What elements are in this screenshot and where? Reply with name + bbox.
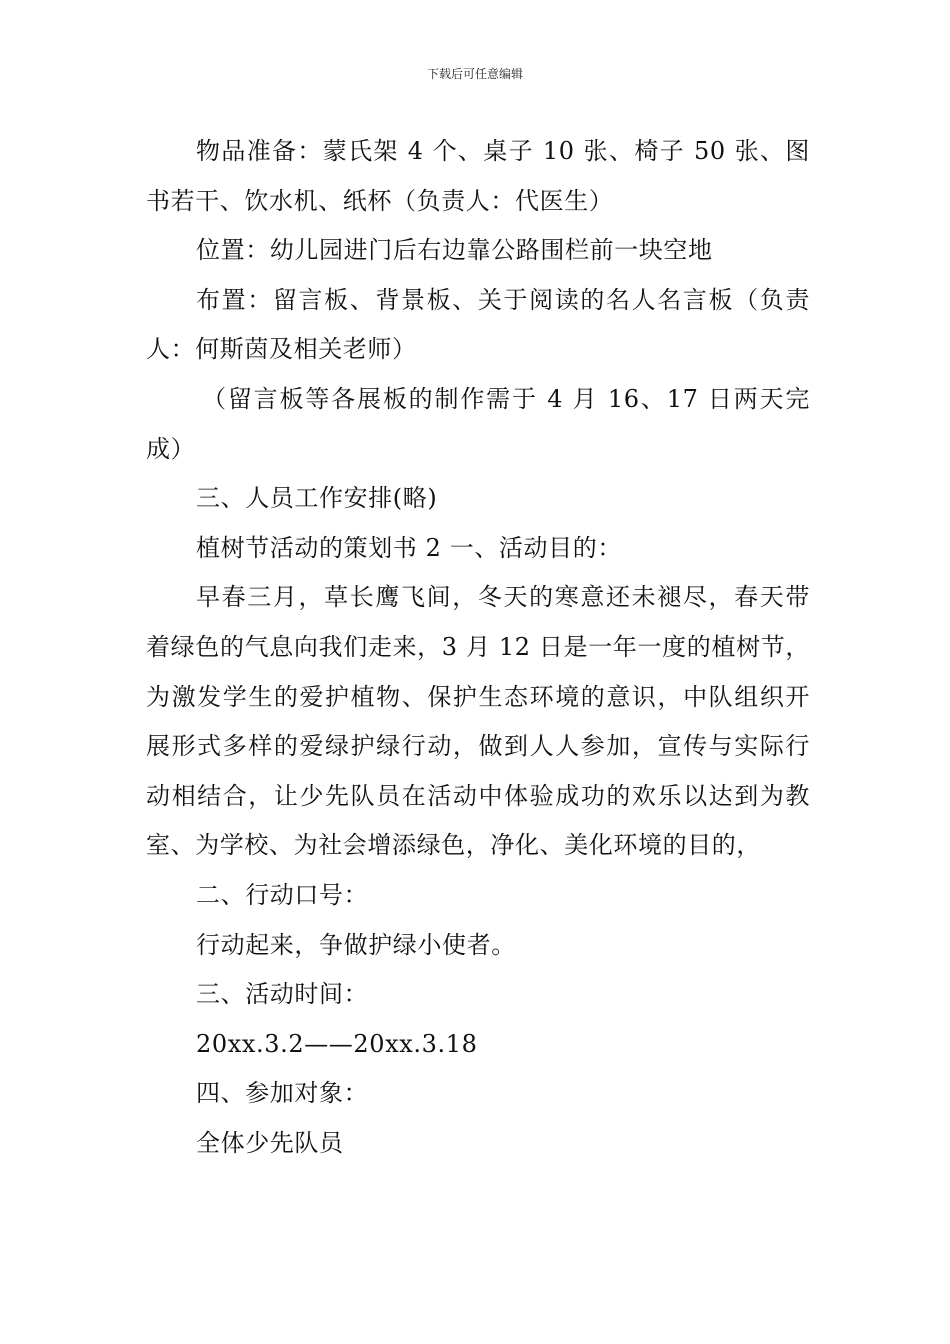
paragraph-staff-arrangement: 三、人员工作安排(略)	[196, 484, 438, 513]
paragraph-supplies: 物品准备：蒙氏架 4 个、桌子 10 张、椅子 50 张、图书若干、饮水机、纸杯（负责人：代医生）	[146, 137, 810, 215]
paragraph-slogan: 行动起来，争做护绿小使者。	[196, 930, 516, 959]
paragraph-time-heading: 三、活动时间：	[196, 980, 369, 1009]
document-body	[146, 127, 810, 1168]
paragraph-location: 位置：幼儿园进门后右边靠公路围栏前一块空地	[196, 236, 713, 265]
paragraph-board-deadline: （留言板等各展板的制作需于 4 月 16、17 日两天完成）	[146, 384, 810, 463]
paragraph-time-range: 20xx.3.2——20xx.3.18	[196, 1029, 478, 1058]
paragraph-activity-purpose: 早春三月，草长鹰飞间，冬天的寒意还未褪尽，春天带着绿色的气息向我们走来，3 月 12 日是一年一度的植树节，为激发学生的爱护植物、保护生态环境的意识，中队组织开展形式多样的爱绿护绿行动，做到人人参加，宣传与实际行动相结合，让少先队员在活动中体验成功的欢乐以达到为教室、为学校、为社会增添绿色，净化、美化环境的目的，	[146, 583, 810, 860]
paragraph-plan-title: 植树节活动的策划书 2 一、活动目的：	[196, 533, 622, 562]
paragraph-slogan-heading: 二、行动口号：	[196, 880, 369, 909]
paragraph-layout: 布置：留言板、背景板、关于阅读的名人名言板（负责人：何斯茵及相关老师）	[146, 285, 810, 364]
paragraph-participants: 全体少先队员	[196, 1128, 344, 1157]
paragraph-participants-heading: 四、参加对象：	[196, 1079, 369, 1108]
page-header-note: 下载后可任意编辑	[426, 67, 523, 81]
